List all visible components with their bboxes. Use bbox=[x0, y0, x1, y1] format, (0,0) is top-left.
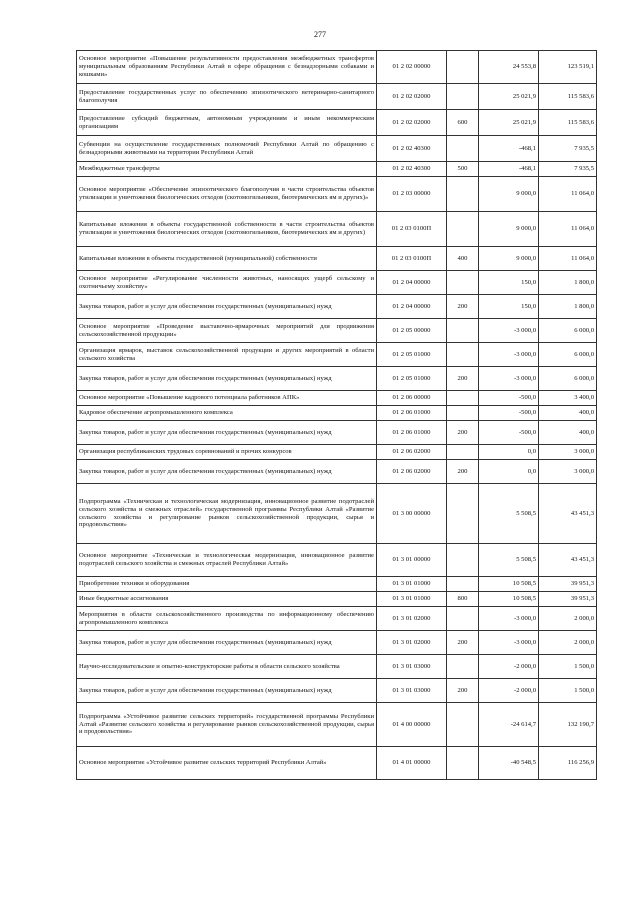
row-name: Подпрограмма «Техническая и технологическая модернизация, инновационное развитие подотраслей сельского хозяйства и смежных отраслей» государственной программы Республики Алтай «Развитие сельского хозяйства и регулирование рынков сельскохозяйственной продукции, сырья и продовольствия» bbox=[77, 484, 377, 544]
row-name: Основное мероприятие «Устойчивое развитие сельских территорий Республики Алтай» bbox=[77, 747, 377, 780]
row-change-amount: -3 000,0 bbox=[479, 343, 539, 367]
row-change-amount: -24 614,7 bbox=[479, 703, 539, 747]
row-code: 01 4 01 00000 bbox=[377, 747, 447, 780]
table-row bbox=[77, 177, 597, 212]
row-change-amount: 150,0 bbox=[479, 271, 539, 295]
row-name: Закупка товаров, работ и услуг для обеспечения государственных (муниципальных) нужд bbox=[77, 421, 377, 445]
table-row bbox=[77, 406, 597, 421]
row-total-amount: 400,0 bbox=[539, 421, 597, 445]
row-expense-type bbox=[447, 391, 479, 406]
row-expense-type bbox=[447, 319, 479, 343]
table-row bbox=[77, 421, 597, 445]
row-total-amount: 3 000,0 bbox=[539, 445, 597, 460]
row-change-amount: 25 021,9 bbox=[479, 110, 539, 136]
row-name: Закупка товаров, работ и услуг для обеспечения государственных (муниципальных) нужд bbox=[77, 679, 377, 703]
row-code: 01 2 03 0100П bbox=[377, 212, 447, 247]
row-name: Закупка товаров, работ и услуг для обеспечения государственных (муниципальных) нужд bbox=[77, 367, 377, 391]
row-total-amount: 3 400,0 bbox=[539, 391, 597, 406]
row-change-amount: 5 508,5 bbox=[479, 544, 539, 577]
table-row bbox=[77, 110, 597, 136]
row-change-amount: 10 508,5 bbox=[479, 592, 539, 607]
row-change-amount: 0,0 bbox=[479, 460, 539, 484]
row-code: 01 2 05 01000 bbox=[377, 367, 447, 391]
row-expense-type bbox=[447, 655, 479, 679]
row-code: 01 3 01 02000 bbox=[377, 607, 447, 631]
table-row bbox=[77, 445, 597, 460]
table-row bbox=[77, 162, 597, 177]
row-change-amount: -40 548,5 bbox=[479, 747, 539, 780]
row-expense-type bbox=[447, 271, 479, 295]
row-name: Межбюджетные трансферты bbox=[77, 162, 377, 177]
row-code: 01 2 06 00000 bbox=[377, 391, 447, 406]
row-name: Основное мероприятие «Обеспечение эпизоотического благополучия в части строительства объектов утилизации и уничтожения биологических отходов (скотомогильников, биотермических ям и других)» bbox=[77, 177, 377, 212]
row-code: 01 4 00 00000 bbox=[377, 703, 447, 747]
row-total-amount: 123 519,1 bbox=[539, 51, 597, 84]
table-row bbox=[77, 319, 597, 343]
row-name: Организация республиканских трудовых соревнований и прочих конкурсов bbox=[77, 445, 377, 460]
row-expense-type bbox=[447, 343, 479, 367]
row-expense-type bbox=[447, 177, 479, 212]
row-total-amount: 400,0 bbox=[539, 406, 597, 421]
table-row bbox=[77, 460, 597, 484]
row-code: 01 3 01 01000 bbox=[377, 592, 447, 607]
row-expense-type: 500 bbox=[447, 162, 479, 177]
row-total-amount: 115 583,6 bbox=[539, 84, 597, 110]
row-change-amount: 9 000,0 bbox=[479, 177, 539, 212]
table-row bbox=[77, 247, 597, 271]
row-total-amount: 3 000,0 bbox=[539, 460, 597, 484]
row-total-amount: 11 064,0 bbox=[539, 177, 597, 212]
row-total-amount: 7 935,5 bbox=[539, 162, 597, 177]
row-total-amount: 2 000,0 bbox=[539, 607, 597, 631]
row-code: 01 2 02 40300 bbox=[377, 136, 447, 162]
row-total-amount: 2 000,0 bbox=[539, 631, 597, 655]
row-total-amount: 1 800,0 bbox=[539, 271, 597, 295]
row-name: Предоставление субсидий бюджетным, автономным учреждениям и иным некоммерческим организациям bbox=[77, 110, 377, 136]
table-row bbox=[77, 544, 597, 577]
row-change-amount: -500,0 bbox=[479, 391, 539, 406]
row-change-amount: -3 000,0 bbox=[479, 367, 539, 391]
row-code: 01 2 06 02000 bbox=[377, 460, 447, 484]
table-row bbox=[77, 391, 597, 406]
row-change-amount: 0,0 bbox=[479, 445, 539, 460]
table-row bbox=[77, 136, 597, 162]
row-total-amount: 39 951,3 bbox=[539, 592, 597, 607]
row-expense-type: 400 bbox=[447, 247, 479, 271]
row-name: Закупка товаров, работ и услуг для обеспечения государственных (муниципальных) нужд bbox=[77, 460, 377, 484]
row-code: 01 3 01 03000 bbox=[377, 655, 447, 679]
table-row bbox=[77, 607, 597, 631]
table-row bbox=[77, 703, 597, 747]
row-name: Иные бюджетные ассигнования bbox=[77, 592, 377, 607]
table-row bbox=[77, 577, 597, 592]
row-name: Предоставление государственных услуг по обеспечению эпизоотического ветеринарно-санитарного благополучия bbox=[77, 84, 377, 110]
row-total-amount: 11 064,0 bbox=[539, 247, 597, 271]
row-name: Подпрограмма «Устойчивое развитие сельских территорий» государственной программы Республики Алтай «Развитие сельского хозяйства и регулирование рынков сельскохозяйственной продукции, сырья и продовольствия» bbox=[77, 703, 377, 747]
table-row bbox=[77, 679, 597, 703]
table-row bbox=[77, 747, 597, 780]
row-name: Научно-исследовательские и опытно-конструкторские работы в области сельского хозяйства bbox=[77, 655, 377, 679]
row-expense-type bbox=[447, 747, 479, 780]
row-total-amount: 6 000,0 bbox=[539, 343, 597, 367]
row-total-amount: 43 451,3 bbox=[539, 544, 597, 577]
row-change-amount: 10 508,5 bbox=[479, 577, 539, 592]
row-expense-type bbox=[447, 406, 479, 421]
row-code: 01 2 02 02000 bbox=[377, 84, 447, 110]
row-total-amount: 132 190,7 bbox=[539, 703, 597, 747]
row-name: Капитальные вложения в объекты государственной (муниципальной) собственности bbox=[77, 247, 377, 271]
row-total-amount: 6 000,0 bbox=[539, 367, 597, 391]
row-total-amount: 6 000,0 bbox=[539, 319, 597, 343]
row-name: Мероприятия в области сельскохозяйственного производства по информационному обеспечению агропромышленного комплекса bbox=[77, 607, 377, 631]
row-change-amount: -468,1 bbox=[479, 136, 539, 162]
table-row bbox=[77, 631, 597, 655]
row-expense-type bbox=[447, 212, 479, 247]
row-name: Закупка товаров, работ и услуг для обеспечения государственных (муниципальных) нужд bbox=[77, 295, 377, 319]
row-code: 01 3 01 00000 bbox=[377, 544, 447, 577]
table-row bbox=[77, 655, 597, 679]
row-name: Капитальные вложения в объекты государственной собственности в части строительства объектов утилизации и уничтожения биологических отходов (скотомогильников, биотермических ям и других) bbox=[77, 212, 377, 247]
row-code: 01 2 06 01000 bbox=[377, 421, 447, 445]
row-total-amount: 115 583,6 bbox=[539, 110, 597, 136]
row-name: Основное мероприятие «Техническая и технологическая модернизация, инновационное развитие подотраслей сельского хозяйства и смежных отраслей Республики Алтай» bbox=[77, 544, 377, 577]
row-code: 01 2 06 02000 bbox=[377, 445, 447, 460]
row-expense-type: 200 bbox=[447, 460, 479, 484]
row-code: 01 2 02 40300 bbox=[377, 162, 447, 177]
table-row bbox=[77, 84, 597, 110]
row-code: 01 2 02 00000 bbox=[377, 51, 447, 84]
row-total-amount: 1 500,0 bbox=[539, 679, 597, 703]
row-name: Основное мероприятие «Проведение выставочно-ярмарочных мероприятий для продвижения сельскохозяйственной продукции» bbox=[77, 319, 377, 343]
row-expense-type bbox=[447, 703, 479, 747]
row-expense-type bbox=[447, 607, 479, 631]
row-expense-type: 200 bbox=[447, 295, 479, 319]
row-name: Кадровое обеспечение агропромышленного комплекса bbox=[77, 406, 377, 421]
row-expense-type bbox=[447, 445, 479, 460]
row-total-amount: 116 256,9 bbox=[539, 747, 597, 780]
row-change-amount: -3 000,0 bbox=[479, 607, 539, 631]
row-name: Основное мероприятие «Регулирование численности животных, наносящих ущерб сельскому и охотничьему хозяйству» bbox=[77, 271, 377, 295]
row-change-amount: 150,0 bbox=[479, 295, 539, 319]
row-expense-type bbox=[447, 577, 479, 592]
row-code: 01 3 00 00000 bbox=[377, 484, 447, 544]
row-expense-type: 600 bbox=[447, 110, 479, 136]
row-expense-type: 200 bbox=[447, 421, 479, 445]
table-row bbox=[77, 295, 597, 319]
row-expense-type bbox=[447, 51, 479, 84]
table-row bbox=[77, 343, 597, 367]
row-expense-type bbox=[447, 484, 479, 544]
row-change-amount: -2 000,0 bbox=[479, 655, 539, 679]
row-expense-type bbox=[447, 544, 479, 577]
row-name: Основное мероприятие «Повышение результативности предоставления межбюджетных трансфертов муниципальным образованиям Республики Алтай в сфере обращения с безнадзорными собаками и кошками» bbox=[77, 51, 377, 84]
row-change-amount: -2 000,0 bbox=[479, 679, 539, 703]
row-change-amount: 5 508,5 bbox=[479, 484, 539, 544]
row-code: 01 2 04 00000 bbox=[377, 295, 447, 319]
row-change-amount: -3 000,0 bbox=[479, 319, 539, 343]
row-total-amount: 43 451,3 bbox=[539, 484, 597, 544]
row-total-amount: 11 064,0 bbox=[539, 212, 597, 247]
row-total-amount: 39 951,3 bbox=[539, 577, 597, 592]
row-change-amount: -500,0 bbox=[479, 406, 539, 421]
row-change-amount: 9 000,0 bbox=[479, 212, 539, 247]
table-row bbox=[77, 367, 597, 391]
row-code: 01 2 03 0100П bbox=[377, 247, 447, 271]
table-row bbox=[77, 484, 597, 544]
row-change-amount: -3 000,0 bbox=[479, 631, 539, 655]
row-change-amount: -500,0 bbox=[479, 421, 539, 445]
table-row bbox=[77, 271, 597, 295]
row-code: 01 3 01 01000 bbox=[377, 577, 447, 592]
row-code: 01 2 03 00000 bbox=[377, 177, 447, 212]
row-total-amount: 1 500,0 bbox=[539, 655, 597, 679]
row-expense-type: 200 bbox=[447, 367, 479, 391]
row-code: 01 2 02 02000 bbox=[377, 110, 447, 136]
row-name: Субвенции на осуществление государственных полномочий Республики Алтай по обращению с безнадзорными животными на территории Республики Алтай bbox=[77, 136, 377, 162]
row-expense-type bbox=[447, 136, 479, 162]
row-code: 01 2 04 00000 bbox=[377, 271, 447, 295]
table-row bbox=[77, 51, 597, 84]
row-change-amount: 9 000,0 bbox=[479, 247, 539, 271]
row-expense-type: 200 bbox=[447, 631, 479, 655]
row-expense-type: 200 bbox=[447, 679, 479, 703]
page-number: 277 bbox=[314, 30, 326, 39]
row-code: 01 3 01 02000 bbox=[377, 631, 447, 655]
row-code: 01 2 05 01000 bbox=[377, 343, 447, 367]
table-row bbox=[77, 212, 597, 247]
row-total-amount: 7 935,5 bbox=[539, 136, 597, 162]
row-change-amount: 25 021,9 bbox=[479, 84, 539, 110]
row-name: Закупка товаров, работ и услуг для обеспечения государственных (муниципальных) нужд bbox=[77, 631, 377, 655]
row-expense-type bbox=[447, 84, 479, 110]
row-name: Приобретение техники и оборудования bbox=[77, 577, 377, 592]
row-name: Организация ярмарок, выставок сельскохозяйственной продукции и других мероприятий в области сельского хозяйства bbox=[77, 343, 377, 367]
row-code: 01 2 06 01000 bbox=[377, 406, 447, 421]
row-total-amount: 1 800,0 bbox=[539, 295, 597, 319]
row-code: 01 3 01 03000 bbox=[377, 679, 447, 703]
row-code: 01 2 05 00000 bbox=[377, 319, 447, 343]
row-expense-type: 800 bbox=[447, 592, 479, 607]
row-change-amount: 24 553,8 bbox=[479, 51, 539, 84]
row-name: Основное мероприятие «Повышение кадрового потенциала работников АПК» bbox=[77, 391, 377, 406]
table-row bbox=[77, 592, 597, 607]
budget-table bbox=[76, 50, 597, 780]
row-change-amount: -468,1 bbox=[479, 162, 539, 177]
